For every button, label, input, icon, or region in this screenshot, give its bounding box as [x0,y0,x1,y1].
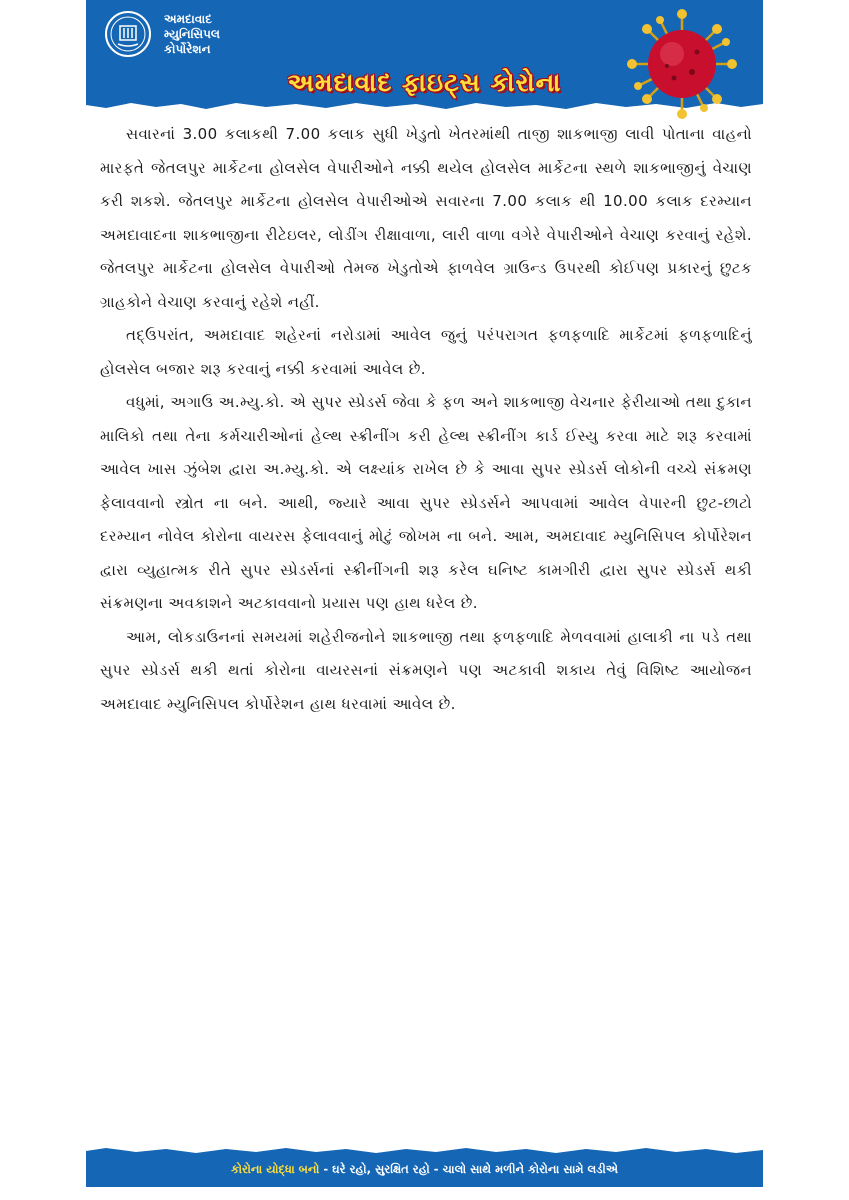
paragraph-1: સવારનાં 3.00 કલાકથી 7.00 કલાક સુધી ખેડુતો ખેતરમાંથી તાજી શાકભાજી લાવી પોતાના વાહનો મારફતે જેતલપુર માર્કેટના હોલસેલ વેપારીઓને નક્કી થયેલ હોલસેલ માર્કેટના સ્થળે શાકભાજીનું વેચાણ કરી શકશે. જેતલપુર માર્કેટના હોલસેલ વેપારીઓએ સવારના 7.00 કલાક થી 10.00 કલાક દરમ્યાન અમદાવાદના શાકભાજીના રીટેઇલર, લોડીંગ રીક્ષાવાળા, લારી વાળા વગેરે વેપારીઓને વેચાણ કરવાનું રહેશે. જેતલપુર માર્કેટના હોલસેલ વેપારીઓ તેમજ ખેડુતોએ ફાળવેલ ગ્રાઉન્ડ ઉપરથી કોઈપણ પ્રકારનું છુટક ગ્રાહકોને વેચાણ કરવાનું રહેશે નહીં. [100,125,752,311]
footer-banner [86,1147,763,1187]
footer-slogan-rest: - ઘરે રહો, સુરક્ષિત રહો - ચાલો સાથે મળીને કોરોના સામે લડીએ [319,1162,618,1176]
article-body [100,118,752,721]
footer-slogan-highlight: કોરોના યોદ્ધા બનો [231,1162,320,1176]
footer-slogan [86,1162,763,1177]
banner-title: અમદાવાદ ફાઇટ્સ કોરોના [287,68,562,97]
org-name-line-3: કોર્પોરેશન [164,42,211,56]
org-name-line-2: મ્યુનિસિપલ [164,27,220,41]
amc-emblem-icon [104,10,152,58]
paragraph-3: વધુમાં, અગાઉ અ.મ્યુ.કો. એ સુપર સ્પ્રેડર્સ જેવા કે ફળ અને શાકભાજી વેચનાર ફેરીયાઓ તથા દુકાન માલિકો તથા તેના કર્મચારીઓનાં હેલ્થ સ્ક્રીનીંગ કરી હેલ્થ સ્ક્રીનીંગ કાર્ડ ઈસ્યુ કરવા માટે શરૂ કરવામાં આવેલ ખાસ ઝુંબેશ દ્વારા અ.મ્યુ.કો. એ લક્ષ્યાંક રાખેલ છે કે આવા સુપર સ્પ્રેડર્સ લોકોની વચ્ચે સંક્રમણ ફેલાવવાનો સ્ત્રોત ના બને. આથી, જ્યારે આવા સુપર સ્પ્રેડર્સને આપવામાં આવેલ વેપારની છુટ-છાટો દરમ્યાન નોવેલ કોરોના વાયરસ ફેલાવવાનું મોટું જોખમ ના બને. આમ, અમદાવાદ મ્યુનિસિપલ કોર્પોરેશન દ્વારા વ્યુહાત્મક રીતે સુપર સ્પ્રેડર્સનાં સ્ક્રીનીંગની શરૂ કરેલ ઘનિષ્ટ કામગીરી દ્વારા સુપર સ્પ્રેડર્સ થકી સંક્રમણના અવકાશને અટકાવવાનો પ્રયાસ પણ હાથ ધરેલ છે. [100,393,752,612]
coronavirus-icon [612,8,752,120]
paragraph-4: આમ, લોકડાઉનનાં સમયમાં શહેરીજનોને શાકભાજી તથા ફળફળાદિ મેળવવામાં હાલાકી ના પડે તથા સુપર સ્પ્રેડર્સ થકી થતાં કોરોના વાયરસનાં સંક્રમણને પણ અટકાવી શકાય તેવું વિશિષ્ટ આયોજન અમદાવાદ મ્યુનિસિપલ કોર્પોરેશન હાથ ધરવામાં આવેલ છે. [100,627,752,713]
org-name [164,12,220,57]
paragraph-2: તદ્ઉપરાંત, અમદાવાદ શહેરનાં નરોડામાં આવેલ જુનું પરંપરાગત ફળફળાદિ માર્કેટમાં ફળફળાદિનું હોલસેલ બજાર શરૂ કરવાનું નક્કી કરવામાં આવેલ છે. [100,326,752,378]
org-name-line-1: અમદાવાદ [164,12,212,26]
torn-edge-top [86,1147,763,1156]
